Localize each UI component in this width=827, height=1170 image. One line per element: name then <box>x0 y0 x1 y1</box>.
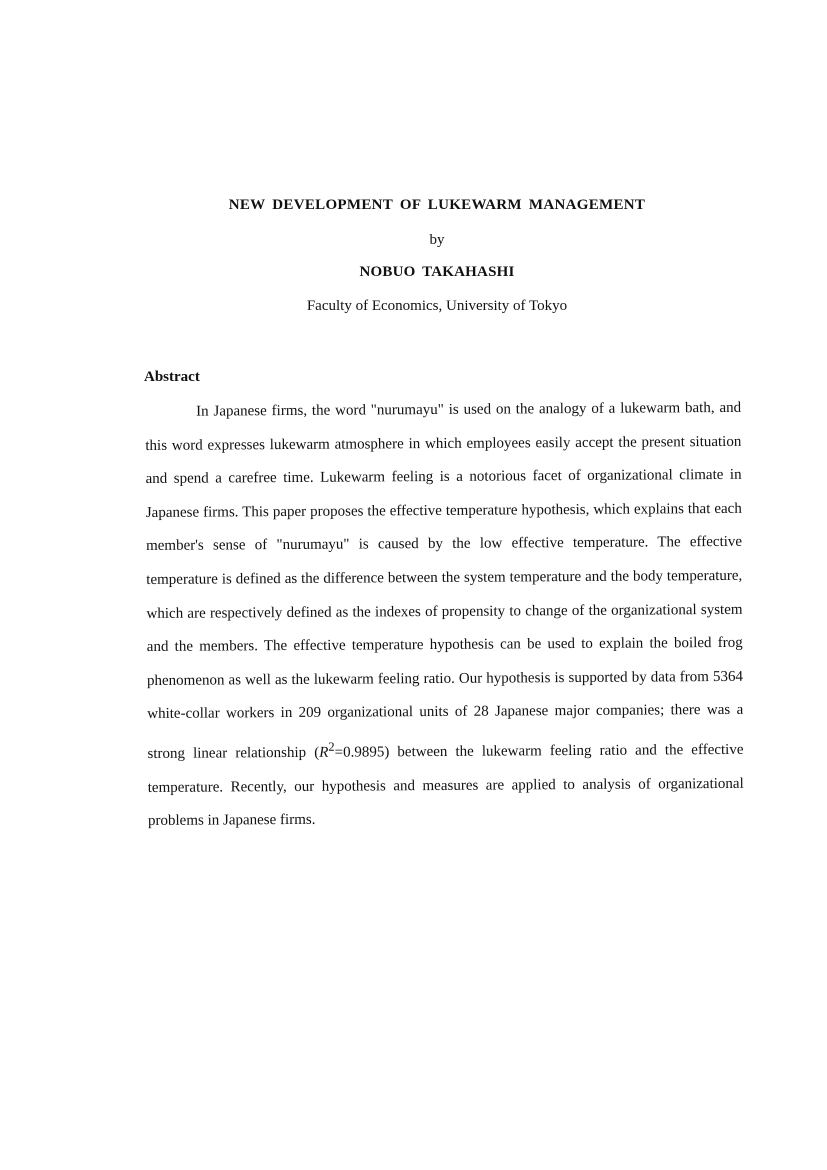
paper-title: NEW DEVELOPMENT OF LUKEWARM MANAGEMENT <box>228 197 646 213</box>
abstract-text-part2: =0.9895) between the lukewarm feeling ratio and the effective temperature. Recently, our hypothesis and measures are applied to analysis of organizational problems in Japanese firms. <box>147 741 744 830</box>
author-name: NOBUO TAKAHASHI <box>359 264 515 280</box>
r-squared-exponent: 2 <box>328 739 335 754</box>
author-affiliation: Faculty of Economics, University of Tokyo <box>306 298 568 314</box>
r-squared-symbol: R <box>319 744 329 761</box>
by-line: by <box>429 232 445 248</box>
abstract-heading: Abstract <box>144 369 200 385</box>
abstract-body <box>145 392 744 839</box>
abstract-text-part1: In Japanese firms, the word "nurumayu" is used on the analogy of a lukewarm bath, and this word expresses lukewarm atmosphere in which employees easily accept the present situation and spend a carefree time. Lukewarm feeling is a notorious facet of organizational climate in Japanese firms. This paper proposes the effective temperature hypothesis, which explains that each member's sense of "nurumayu" is caused by the low effective temperature. The effective temperature is defined as the difference between the system temperature and the body temperature, which are respectively defined as the indexes of propensity to change of the organizational system and the members. The effective temperature hypothesis can be used to explain the boiled frog phenomenon as well as the lukewarm feeling ratio. Our hypothesis is supported by data from 5364 white-collar workers in 209 organizational units of 28 Japanese major companies; there was a strong linear relationship ( <box>145 399 744 762</box>
